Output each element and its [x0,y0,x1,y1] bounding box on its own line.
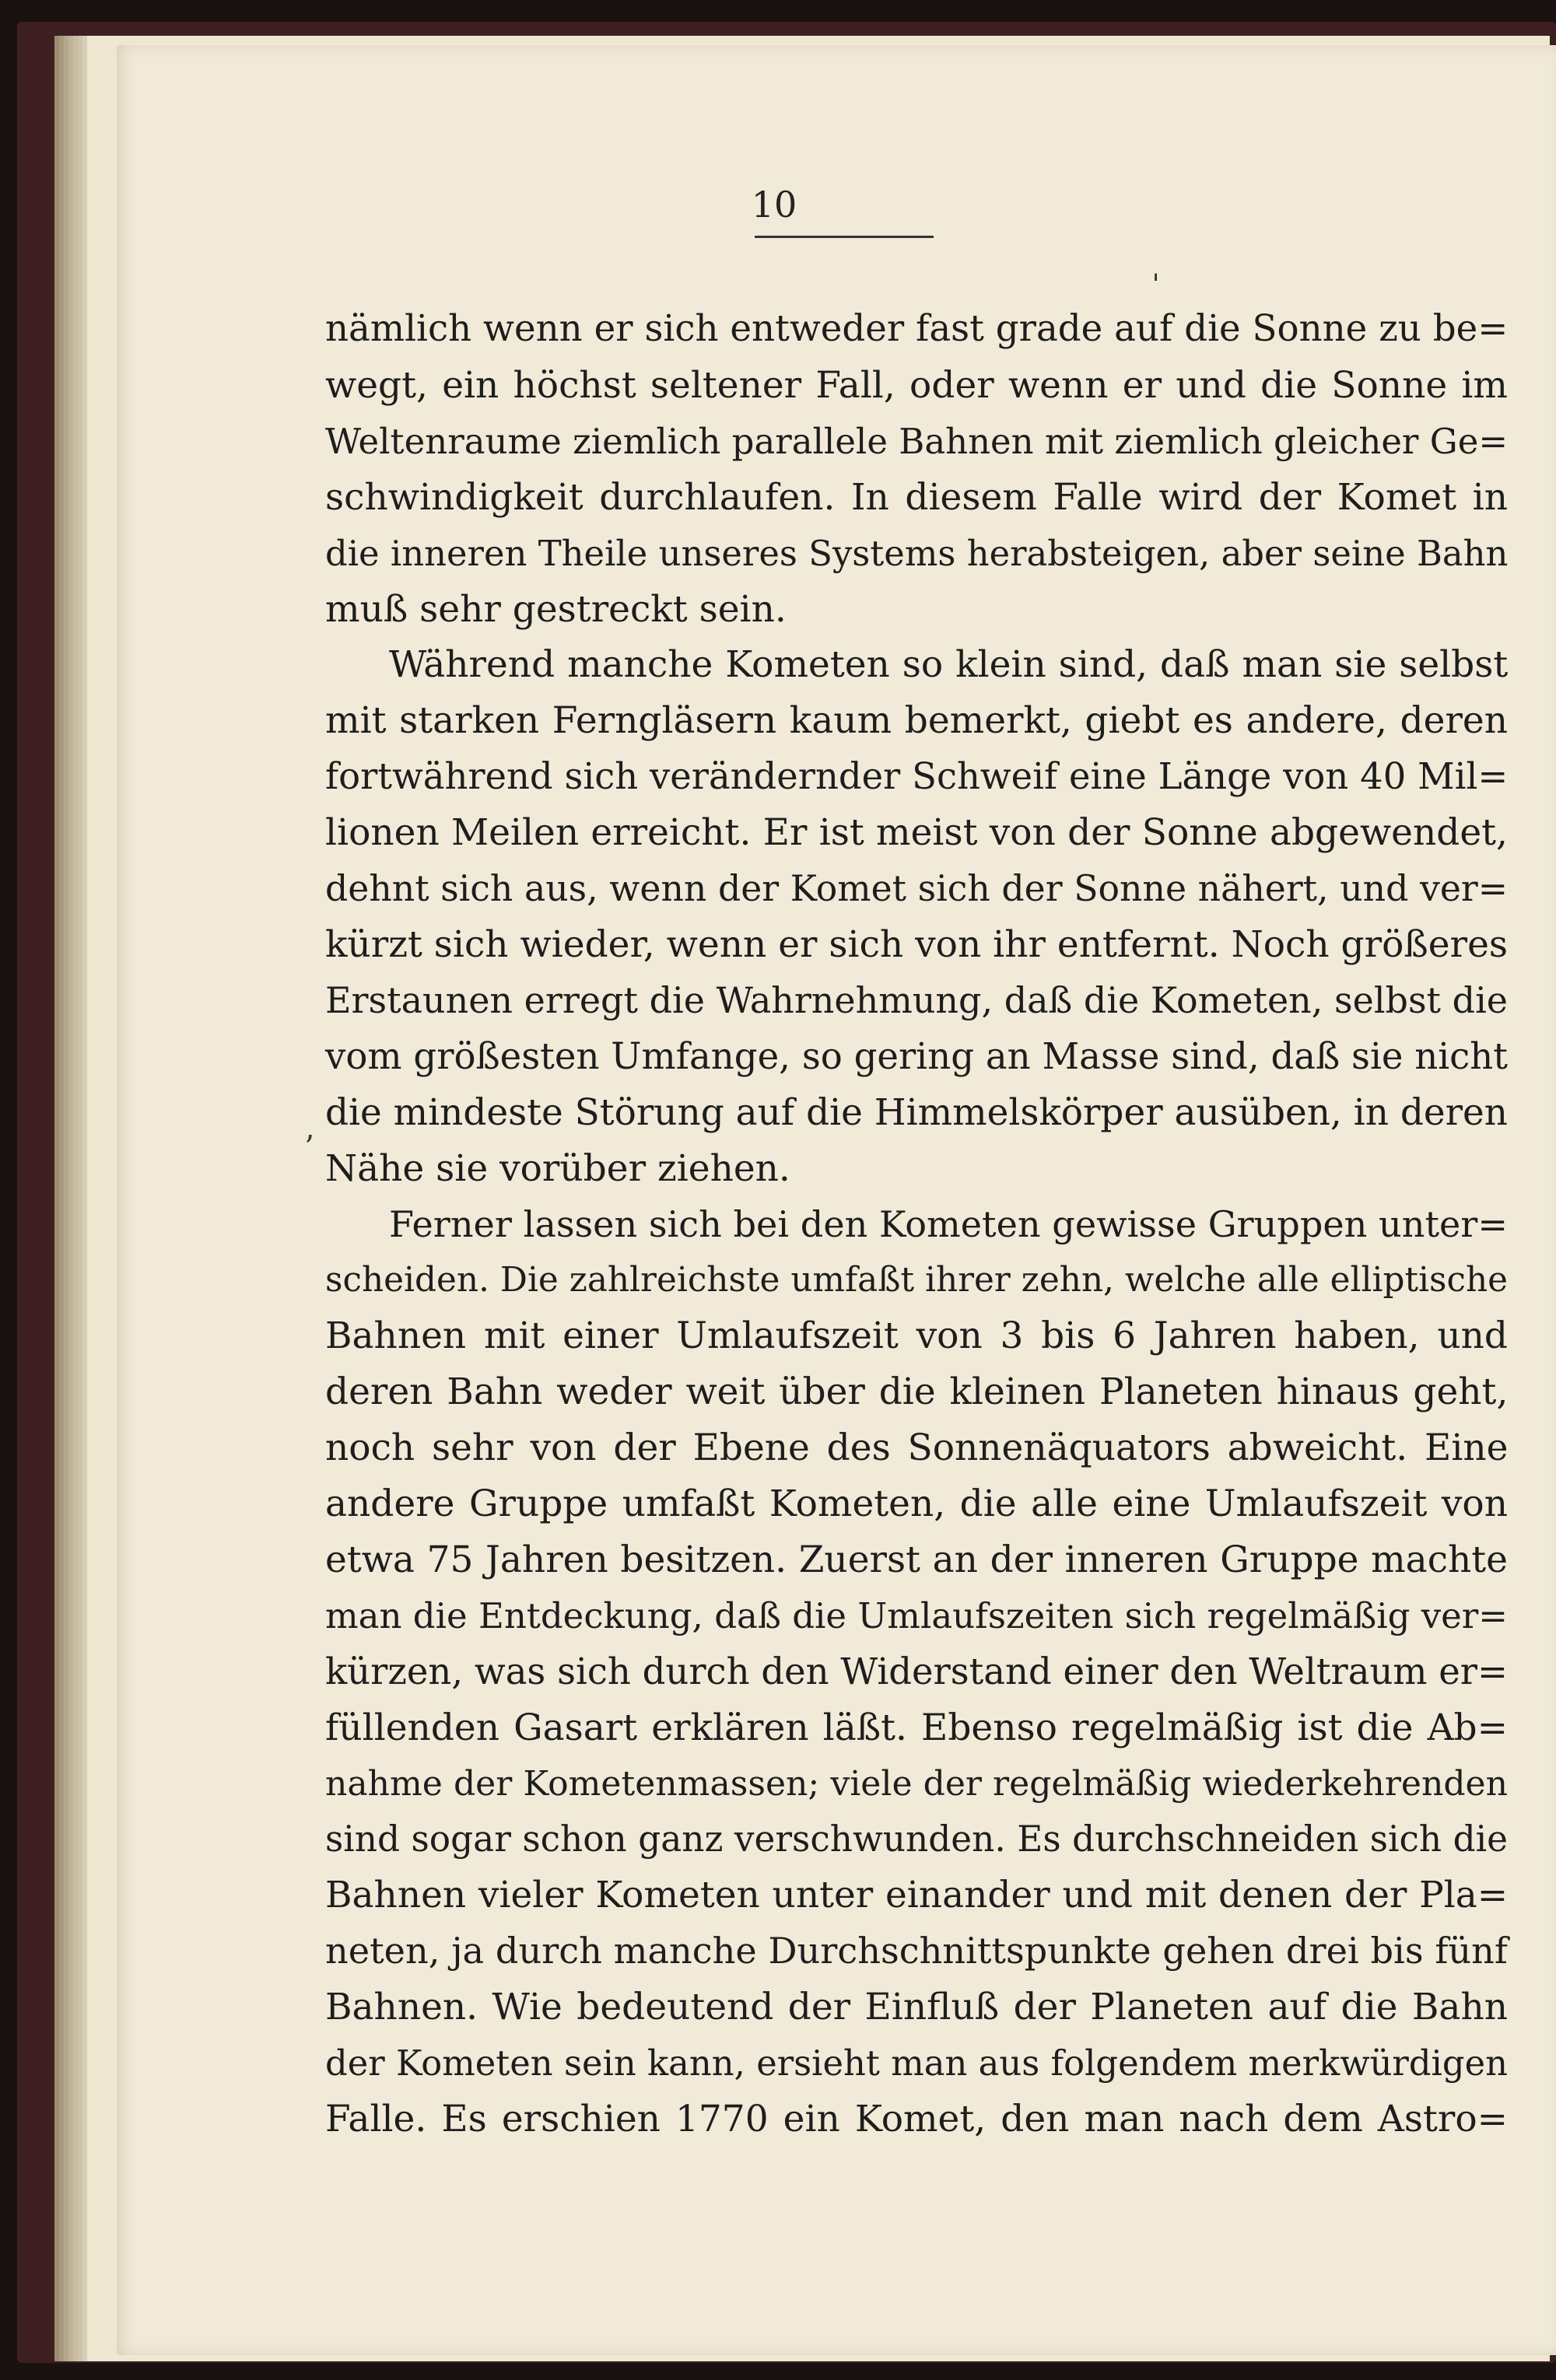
text-line: die mindeste Störung auf die Himmelskörper ausüben, in deren [325,1090,1508,1134]
text-line: nahme der Kometenmassen; viele der regelmäßig wiederkehrenden [325,1763,1508,1804]
text-line: neten, ja durch manche Durchschnittspunkte gehen drei bis fünf [325,1930,1509,1972]
text-line: Nähe sie vorüber ziehen. [325,1146,790,1190]
text-line: noch sehr von der Ebene des Sonnenäquators abweicht. Eine [325,1426,1509,1470]
text-line: scheiden. Die zahlreichste umfaßt ihrer zehn, welche alle elliptische [325,1260,1508,1300]
text-line: Während manche Kometen so klein sind, daß man sie selbst [389,643,1509,687]
text-line: man die Entdeckung, daß die Umlaufszeiten sich regelmäßig ver= [325,1594,1508,1636]
body-text [325,302,1508,2147]
text-line: Ferner lassen sich bei den Kometen gewisse Gruppen unter= [389,1202,1508,1245]
text-line: sind sogar schon ganz verschwunden. Es durchschneiden sich die [325,1818,1508,1860]
header-rule [755,236,934,238]
text-line: füllenden Gasart erklären läßt. Ebenso regelmäßig ist die Ab= [325,1706,1508,1749]
ink-speck: ˌ [1151,249,1160,285]
text-line: vom größesten Umfange, so gering an Masse sind, daß sie nicht [325,1034,1508,1077]
text-line: Falle. Es erschien 1770 ein Komet, den man nach dem Astro= [325,2098,1508,2140]
text-line: dehnt sich aus, wenn der Komet sich der Sonne nähert, und ver= [325,868,1509,910]
text-line: wegt, ein höchst seltener Fall, oder wenn er und die Sonne im [325,363,1508,407]
text-line: Bahnen mit einer Umlaufszeit von 3 bis 6 Jahren haben, und [325,1314,1508,1358]
text-line: muß sehr gestreckt sein. [325,587,787,631]
page-number: 10 [751,184,797,226]
text-line: Weltenraume ziemlich parallele Bahnen mit ziemlich gleicher Ge= [325,420,1508,462]
ink-speck: ʼ [303,1130,314,1166]
text-line: andere Gruppe umfaßt Kometen, die alle eine Umlaufszeit von [325,1482,1508,1526]
text-line: der Kometen sein kann, ersieht man aus folgendem merkwürdigen [325,2042,1508,2084]
text-line: die inneren Theile unseres Systems herabsteigen, aber seine Bahn [325,532,1509,574]
text-line: fortwährend sich verändernder Schweif eine Länge von 40 Mil= [325,755,1509,798]
text-line: Bahnen vieler Kometen unter einander und mit denen der Pla= [325,1874,1509,1917]
text-line: mit starken Ferngläsern kaum bemerkt, giebt es andere, deren [325,699,1508,743]
text-line: lionen Meilen erreicht. Er ist meist von der Sonne abgewendet, [325,811,1508,855]
book-page [117,45,1556,2355]
text-line: schwindigkeit durchlaufen. In diesem Falle wird der Komet in [325,475,1508,519]
text-line: deren Bahn weder weit über die kleinen Planeten hinaus geht, [325,1370,1509,1414]
text-line: etwa 75 Jahren besitzen. Zuerst an der inneren Gruppe machte [325,1538,1508,1581]
text-line: Bahnen. Wie bedeutend der Einfluß der Planeten auf die Bahn [325,1986,1508,2029]
text-line: kürzen, was sich durch den Widerstand einer den Weltraum er= [325,1650,1508,1692]
text-line: kürzt sich wieder, wenn er sich von ihr entfernt. Noch größeres [325,922,1508,966]
text-line: Erstaunen erregt die Wahrnehmung, daß die Kometen, selbst die [325,978,1508,1021]
text-line: nämlich wenn er sich entweder fast grade auf die Sonne zu be= [325,308,1509,350]
